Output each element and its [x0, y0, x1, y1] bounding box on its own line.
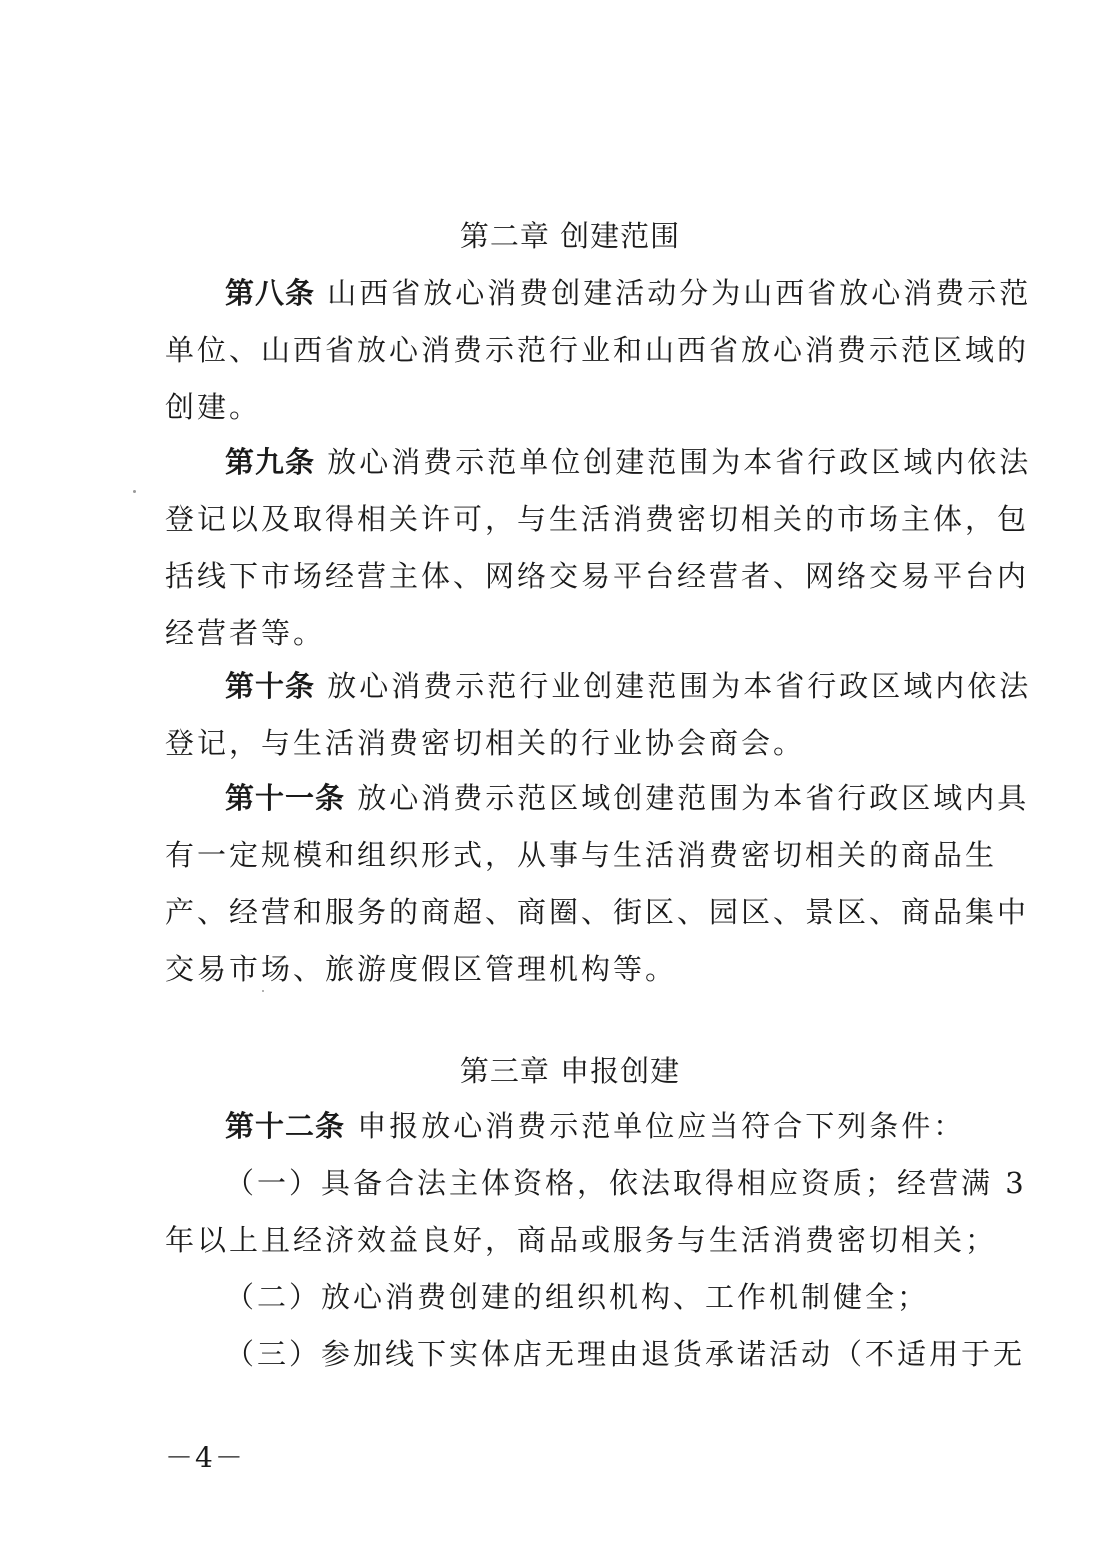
- article-12-line-1: [165, 1098, 975, 1155]
- article-11-line-4: 交易市场、旅游度假区管理机构等。: [165, 952, 678, 986]
- article-number: 第十条: [225, 669, 316, 703]
- article-text: 放心消费示范行业创建范围为本省行政区域内依法: [315, 669, 1032, 703]
- article-10-line-1: [165, 658, 1032, 715]
- article-11-line-2: 有一定规模和组织形式，从事与生活消费密切相关的商品生: [165, 838, 998, 872]
- article-11: [165, 770, 1030, 998]
- article-8-line-1: [165, 265, 1032, 322]
- article-9-line-3: 括线下市场经营主体、网络交易平台经营者、网络交易平台内: [165, 559, 1030, 593]
- page-number: －4－: [165, 1441, 245, 1474]
- article-text: 山西省放心消费创建活动分为山西省放心消费示范: [315, 276, 1032, 310]
- article-12-item-3: （三）参加线下实体店无理由退货承诺活动（不适用于无: [225, 1337, 1026, 1371]
- chapter-3-heading: 第三章 申报创建: [459, 1054, 681, 1088]
- article-12-item-1-line-1: （一）具备合法主体资格，依法取得相应资质；经营满 3: [225, 1166, 1027, 1200]
- article-text: 申报放心消费示范单位应当符合下列条件：: [345, 1109, 966, 1143]
- article-9-line-2: 登记以及取得相关许可，与生活消费密切相关的市场主体，包: [165, 502, 1030, 536]
- article-11-line-3: 产、经营和服务的商超、商圈、街区、园区、景区、商品集中: [165, 895, 1030, 929]
- article-text: 放心消费示范区域创建范围为本省行政区域内具: [345, 781, 1030, 815]
- article-8-line-3: 创建。: [165, 390, 262, 424]
- article-12-item-2: （二）放心消费创建的组织机构、工作机制健全；: [225, 1280, 930, 1314]
- article-8: [165, 265, 1032, 436]
- scan-speck: [133, 490, 136, 493]
- article-8-line-2: 单位、山西省放心消费示范行业和山西省放心消费示范区域的: [165, 333, 1030, 367]
- article-11-line-1: [165, 770, 1030, 827]
- article-12: [165, 1098, 1027, 1383]
- article-9-line-4: 经营者等。: [165, 616, 326, 650]
- article-10-line-2: 登记，与生活消费密切相关的行业协会商会。: [165, 726, 806, 760]
- article-number: 第十一条: [225, 781, 346, 815]
- article-9: [165, 434, 1032, 662]
- scan-speck: [262, 990, 264, 992]
- article-12-item-1-line-2: 年以上且经济效益良好，商品或服务与生活消费密切相关；: [165, 1223, 998, 1257]
- article-text: 放心消费示范单位创建范围为本省行政区域内依法: [315, 445, 1032, 479]
- article-number: 第十二条: [225, 1109, 346, 1143]
- article-10: [165, 658, 1032, 772]
- article-number: 第八条: [225, 276, 316, 310]
- article-9-line-1: [165, 434, 1032, 491]
- chapter-2-heading: 第二章 创建范围: [459, 219, 681, 253]
- article-number: 第九条: [225, 445, 316, 479]
